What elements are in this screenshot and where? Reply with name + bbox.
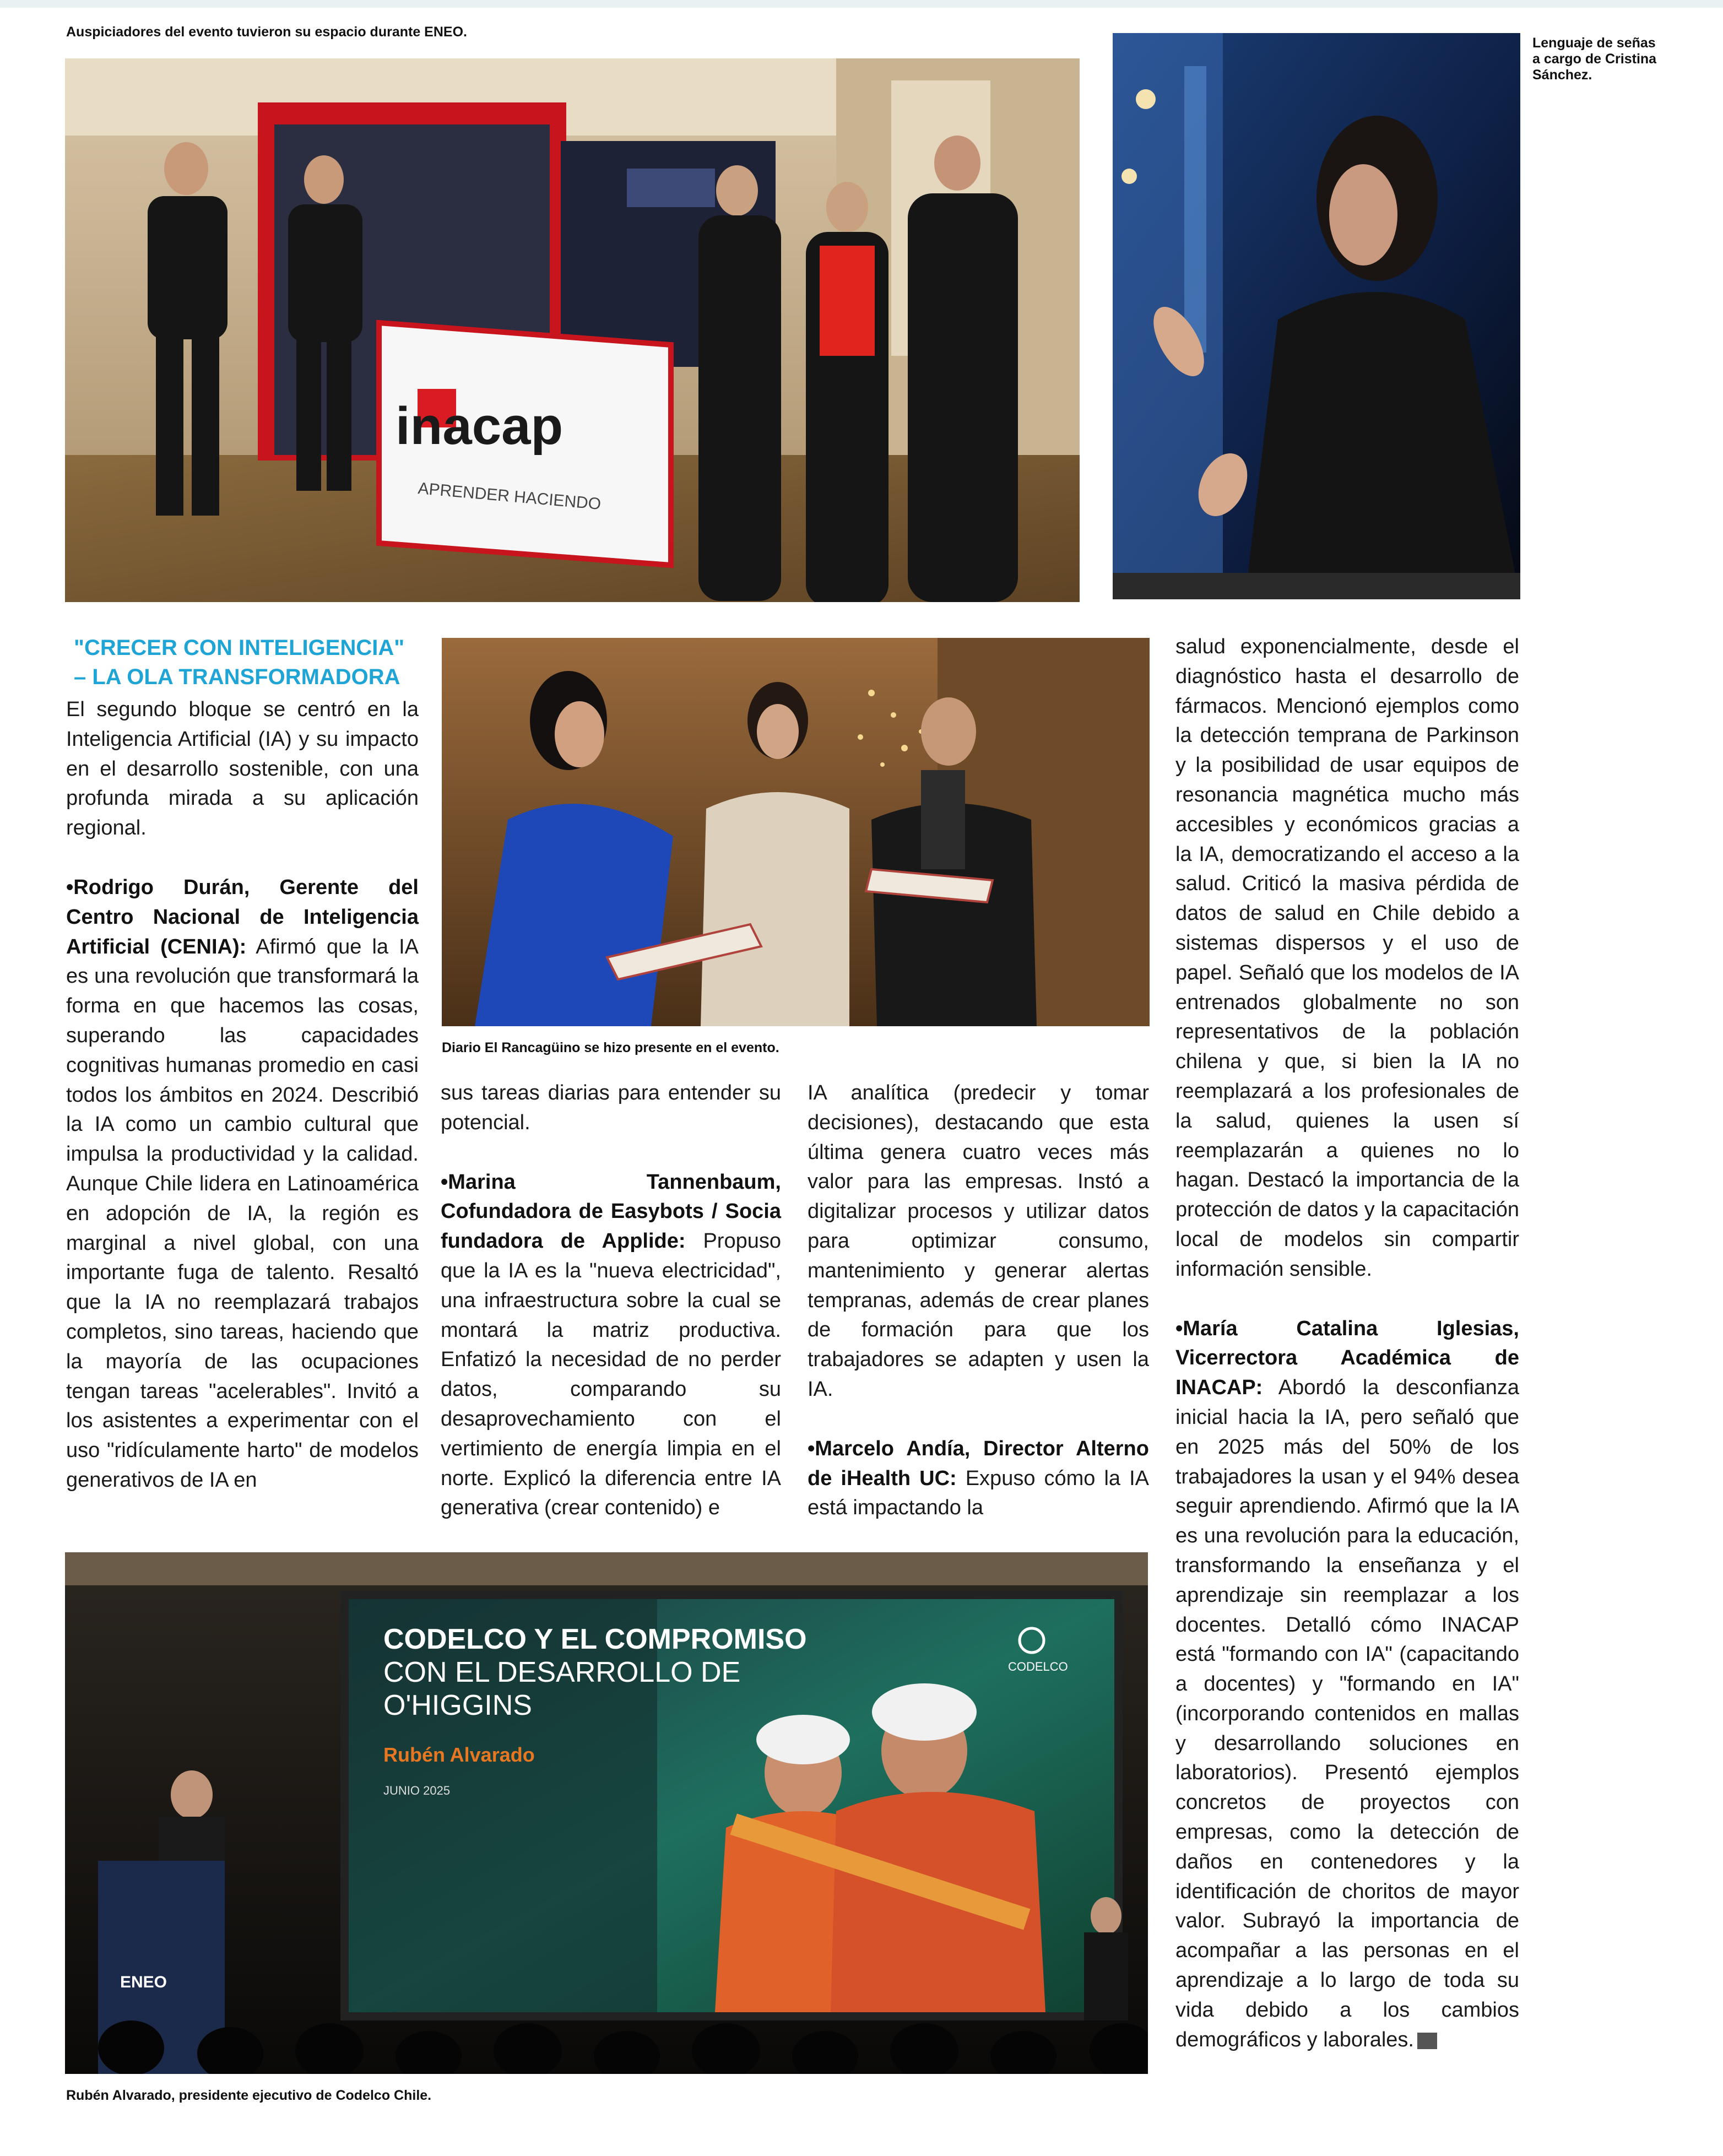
caption-sign-language: Lenguaje de señas a cargo de Cristina Sánchez. bbox=[1532, 35, 1657, 83]
caption-diario: Diario El Rancagüino se hizo presente en el evento. bbox=[442, 1040, 779, 1055]
inacap-logo-text: inacap bbox=[395, 397, 564, 456]
speaker-tannenbaum bbox=[441, 1168, 781, 1524]
speaker-duran-text: Afirmó que la IA es una revolución que transformará la forma en que hacemos las cosas, superando las capacidades cognitivas humanas promedio en casi todos los ámbitos en 2024. Describió la IA como un cambio cultural que impulsa la productividad y la calidad. Aunque Chile lidera en Latinoamérica en adopción de IA, la región es marginal a nivel global, con una importante fuga de talento. Resaltó que la IA no reemplazará trabajos completos, sino tareas, haciendo que la mayoría de las ocupaciones tengan tareas "acelerables". Invitó a los asistentes a experimentar con el uso "ridículamente harto" de modelos generativos de IA en bbox=[66, 935, 419, 1492]
photo-codelco-presentation bbox=[65, 1552, 1148, 2074]
speaker-andia-text: Expuso cómo la IA está impactando la bbox=[808, 1466, 1149, 1520]
page-top-rule bbox=[0, 0, 1723, 8]
codelco-slide-title-1: CODELCO Y EL COMPROMISO bbox=[383, 1623, 807, 1655]
eneo-podium-text: ENEO bbox=[120, 1973, 167, 1991]
speaker-tannenbaum-text: Propuso que la IA es la "nueva electricidad", una infraestructura sobre la cual se montará la matriz productiva. Enfatizó la necesidad de no perder datos, comparando su desaprovechamiento con el vertimiento de energía limpia en el norte. Explicó la diferencia entre IA generativa (crear contenido) e bbox=[441, 1229, 781, 1520]
speaker-andia bbox=[808, 1434, 1149, 1523]
photo-sign-language bbox=[1113, 33, 1520, 599]
article-intro: El segundo bloque se centró en la Inteligencia Artificial (IA) y su impacto en el desarrollo sostenible, con una profunda mirada a su aplicación regional. bbox=[66, 698, 419, 840]
codelco-slide-title-3: O'HIGGINS bbox=[383, 1689, 532, 1721]
codelco-slide-presenter: Rubén Alvarado bbox=[383, 1743, 535, 1766]
caption-sponsors: Auspiciadores del evento tuvieron su espacio durante ENEO. bbox=[66, 24, 467, 40]
speaker-iglesias-name: •María Catalina Iglesias, Vicerrectora Académica de INACAP: bbox=[1175, 1317, 1519, 1400]
codelco-slide-title-2: CON EL DESARROLLO DE bbox=[383, 1656, 741, 1688]
inacap-tagline: APRENDER HACIENDO bbox=[417, 479, 602, 514]
speaker-iglesias bbox=[1175, 1314, 1519, 2055]
article-heading-line2: – LA OLA TRANSFORMADORA bbox=[74, 665, 400, 689]
speaker-tannenbaum-name: •Marina Tannenbaum, Cofundadora de Easybots / Socia fundadora de Applide: bbox=[441, 1170, 781, 1253]
article-heading-line1: "CRECER CON INTELIGENCIA" bbox=[74, 636, 405, 660]
article-column-1 bbox=[66, 695, 419, 1496]
column-3-continuation: IA analítica (predecir y tomar decisiones), destacando que esta última genera cuatro veces más valor para las empresas. Instó a digitalizar procesos y utilizar datos para optimizar consumo, mantenimiento y generar alertas tempranas, además de crear planes de formación para que los trabajadores se adapten y usen la IA. bbox=[808, 1081, 1149, 1401]
article-heading bbox=[74, 633, 426, 692]
codelco-slide-date: JUNIO 2025 bbox=[383, 1784, 451, 1797]
speaker-iglesias-text: Abordó la desconfianza inicial hacia la IA, pero señaló que en 2025 más del 50% de los trabajadores la usan y el 94% desea seguir aprendiendo. Afirmó que la IA es una revolución para la educación, transformando la enseñanza y el aprendizaje sin reemplazar a los docentes. Detalló cómo INACAP está "formando con IA" (capacitando a docentes) y "formando en IA" (incorporando contenidos en mallas y desarrollando soluciones en laboratorios). Presentó ejemplos concretos de proyectos con empresas, como la detección de daños en contenedores y la identificación de choritos de mayor valor. Subrayó la importancia de acompañar a las personas en el aprendizaje a lo largo de toda su vida debido a los cambios demográficos y laborales. bbox=[1175, 1376, 1519, 2051]
article-column-4 bbox=[1175, 632, 1519, 2055]
article-column-3 bbox=[808, 1079, 1149, 1523]
speaker-andia-name: •Marcelo Andía, Director Alterno de iHealth UC: bbox=[808, 1437, 1149, 1490]
article-end-mark-icon bbox=[1417, 2033, 1437, 2049]
column-4-continuation: salud exponencialmente, desde el diagnóstico hasta el desarrollo de fármacos. Mencionó ejemplos como la detección temprana de Parkinson y la posibilidad de usar equipos de resonancia magnética mucho más accesibles y económicos gracias a la IA, democratizando el acceso a la salud. Criticó la masiva pérdida de datos de salud en Chile debido a sistemas dispersos y el uso de papel. Señaló que los modelos de IA entrenados globalmente no son representativos de la población chilena y que, si bien la IA no reemplazará a los profesionales de la salud, quienes la usen sí reemplazarán a quienes no lo hagan. Destacó la importancia de la protección de datos y la capacitación local de modelos sin compartir información sensible. bbox=[1175, 635, 1519, 1281]
caption-codelco: Rubén Alvarado, presidente ejecutivo de Codelco Chile. bbox=[66, 2088, 432, 2103]
speaker-duran bbox=[66, 873, 419, 1496]
photo-inacap-booth bbox=[65, 58, 1080, 602]
speaker-duran-name: •Rodrigo Durán, Gerente del Centro Nacional de Inteligencia Artificial (CENIA): bbox=[66, 875, 419, 958]
codelco-logo-text: CODELCO bbox=[1008, 1660, 1068, 1673]
article-column-2 bbox=[441, 1079, 781, 1523]
photo-diario-rancaguino bbox=[442, 638, 1150, 1026]
column-2-continuation: sus tareas diarias para entender su potencial. bbox=[441, 1081, 781, 1134]
